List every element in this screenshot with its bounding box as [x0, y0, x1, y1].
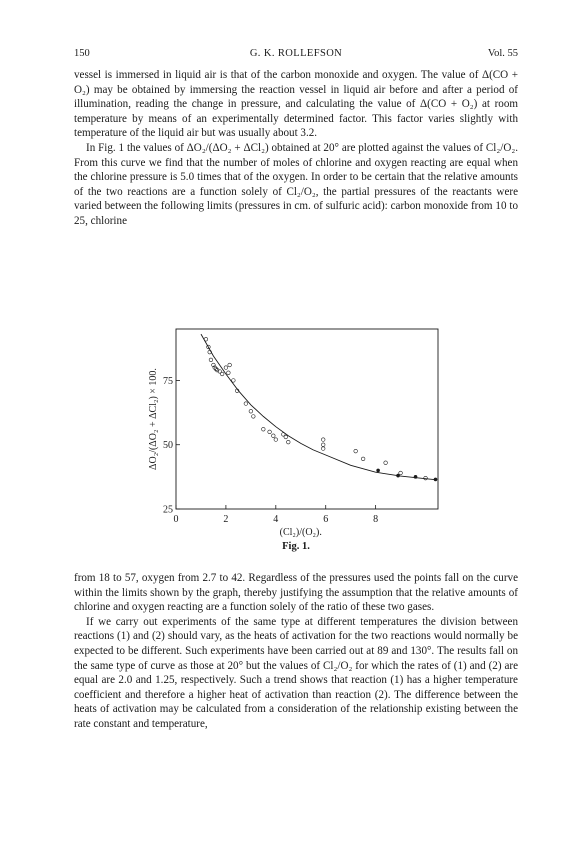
data-point: [272, 434, 276, 438]
scatter-chart: [74, 325, 518, 539]
x-axis-label: (Cl₂)/(O₂).: [279, 527, 322, 538]
data-point: [220, 372, 224, 376]
data-point-filled: [376, 469, 380, 473]
page-number: 150: [74, 48, 90, 59]
x-tick-label: 6: [323, 514, 329, 525]
y-tick-label: 75: [163, 375, 173, 387]
data-point: [227, 371, 231, 375]
x-tick-label: 8: [373, 514, 379, 525]
figure-caption: Fig. 1.: [282, 541, 310, 552]
fitted-curve: [201, 334, 436, 480]
data-point: [354, 449, 358, 453]
data-point: [209, 358, 213, 362]
x-tick-label: 4: [273, 514, 279, 525]
data-point: [244, 402, 248, 406]
data-point: [286, 440, 290, 444]
paragraph: vessel is immersed in liquid air is that of the carbon monoxide and oxygen. The value of Δ(CO + O₂) may be obtained by immersing the reaction vessel in liquid air before and after a period of illumination, reading the change in pressure, and calculating the value of Δ(CO + O₂) at room temperature by means of an experimentally determined factor. This factor varies slightly with temperature of the liquid air but was usually about 3.2.: [74, 69, 518, 140]
data-point: [228, 363, 232, 367]
data-point-filled: [434, 478, 438, 482]
y-axis-label: ΔO₂/(ΔO₂ + ΔCl₂) × 100.: [148, 368, 159, 470]
data-point: [262, 427, 266, 431]
x-tick-label: 0: [173, 514, 179, 525]
y-tick-label: 50: [163, 440, 173, 452]
data-point: [384, 461, 388, 465]
data-point: [268, 430, 272, 434]
data-point: [274, 438, 278, 442]
page-header: [74, 48, 518, 62]
data-point: [321, 443, 325, 447]
data-point-filled: [414, 475, 418, 479]
text-block-bottom: [74, 571, 518, 732]
running-head: G. K. ROLLEFSON: [249, 48, 343, 59]
paragraph: In Fig. 1 the values of ΔO₂/(ΔO₂ + ΔCl₂) obtained at 20° are plotted against the values of Cl₂/O₂. From this curve we find that the number of moles of chlorine and oxygen reacting are equal when the chlorine pressure is 5.0 times that of the oxygen. In order to be certain that the relative amounts of the two reactions are a function solely of Cl₂/O₂, the partial pressures of the reactants were varied between the following limits (pressures in cm. of sulfuric acid): carbon monoxide from 10 to 25, chlorine: [74, 141, 518, 227]
data-point: [224, 366, 228, 370]
y-tick-label: 25: [163, 504, 173, 516]
data-point: [284, 435, 288, 439]
text-block-top: [74, 68, 518, 229]
data-point: [321, 447, 325, 451]
data-point: [252, 415, 256, 419]
data-point: [361, 457, 365, 461]
data-point: [232, 379, 236, 383]
data-point: [399, 471, 403, 475]
volume-label: Vol. 55: [487, 48, 518, 59]
paragraph: from 18 to 57, oxygen from 2.7 to 42. Regardless of the pressures used the points fall on the curve within the limits shown by the graph, thereby justifying the assumption that the relative amounts of chlorine and oxygen reacting are a function solely of the ratio of these two gases.: [74, 572, 518, 614]
x-tick-label: 2: [223, 514, 229, 525]
data-point: [321, 438, 325, 442]
data-point-filled: [396, 474, 400, 478]
data-point: [249, 409, 253, 413]
data-point: [204, 337, 208, 341]
paragraph: If we carry out experiments of the same type at different temperatures the division between reactions (1) and (2) should vary, as the heats of activation for the two reactions would normally be expected to be different. Such experiments have been carried out at 89 and 130°. The results fall on the same type of curve as those at 20° but the values of Cl₂/O₂ for which the rates of (1) and (2) are equal are 2.0 and 1.25, respectively. Such a trend shows that reaction (1) has a higher temperature coefficient and therefore a higher heat of activation than reaction (2). The difference between the heats of activation may be calculated from a consideration of the relationship existing between the rate constant and temperature,: [74, 615, 518, 730]
figure-1: [74, 325, 518, 557]
plot-frame: [176, 329, 438, 509]
